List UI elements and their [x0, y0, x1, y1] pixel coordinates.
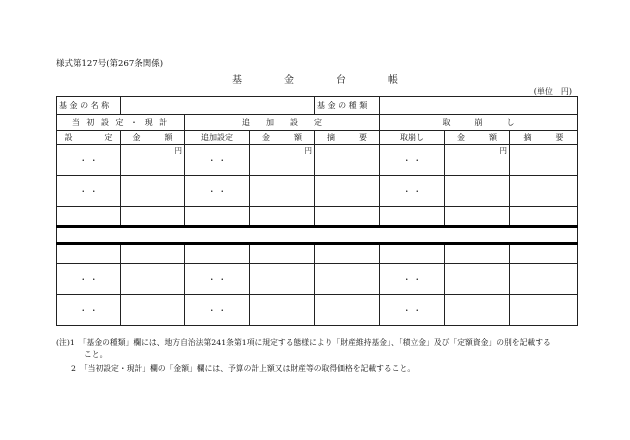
col-amount: 金 額: [445, 131, 510, 145]
date-cell[interactable]: [380, 244, 445, 264]
group-initial-current: 当 初 設 定 ・ 現 計: [57, 115, 185, 131]
summary-cell[interactable]: [315, 295, 380, 326]
summary-cell[interactable]: [510, 244, 578, 264]
fund-ledger-table: [56, 96, 578, 326]
title-char: 基: [232, 75, 242, 86]
page-break-gap: [57, 227, 578, 244]
amount-cell[interactable]: [445, 244, 510, 264]
document-title: [0, 71, 630, 86]
amount-cell[interactable]: [250, 264, 315, 295]
summary-cell[interactable]: [510, 264, 578, 295]
amount-cell[interactable]: [121, 244, 185, 264]
fund-name-field[interactable]: [121, 97, 315, 115]
date-cell[interactable]: ・ ・: [185, 145, 250, 176]
summary-cell[interactable]: [315, 176, 380, 207]
summary-cell[interactable]: [315, 145, 380, 176]
form-number: 様式第127号(第267条関係): [56, 59, 164, 69]
date-cell[interactable]: ・ ・: [380, 295, 445, 326]
date-cell[interactable]: ・ ・: [57, 295, 121, 326]
amount-cell[interactable]: [250, 176, 315, 207]
table-row: [57, 207, 578, 227]
yen-unit: 円: [304, 146, 313, 155]
fund-type-field[interactable]: [380, 97, 578, 115]
amount-cell[interactable]: [121, 207, 185, 227]
summary-cell[interactable]: [510, 176, 578, 207]
note-2: 2 「当初設定・現計」欄の「金額」欄には、予算の計上額又は財産等の取得価格を記載すること。: [71, 364, 416, 373]
date-cell[interactable]: [57, 207, 121, 227]
col-amount: 金 額: [250, 131, 315, 145]
col-amount: 金 額: [121, 131, 185, 145]
summary-cell[interactable]: [510, 207, 578, 227]
col-additional: 追加設定: [185, 131, 250, 145]
unit-label: (単位 円): [533, 87, 572, 96]
amount-cell[interactable]: [121, 264, 185, 295]
group-header-row: [57, 115, 578, 131]
summary-cell[interactable]: [510, 295, 578, 326]
col-withdrawal: 取崩し: [380, 131, 445, 145]
date-cell[interactable]: [185, 207, 250, 227]
date-cell[interactable]: ・ ・: [380, 176, 445, 207]
amount-cell[interactable]: [250, 295, 315, 326]
date-cell[interactable]: ・ ・: [57, 176, 121, 207]
table-row: [57, 264, 578, 295]
fund-type-label: 基 金 の 種 類: [315, 97, 380, 115]
col-summary: 摘 要: [510, 131, 578, 145]
date-cell[interactable]: ・ ・: [380, 264, 445, 295]
amount-cell[interactable]: [250, 145, 315, 176]
amount-cell[interactable]: [445, 264, 510, 295]
yen-unit: 円: [174, 146, 182, 155]
amount-cell[interactable]: [445, 207, 510, 227]
amount-cell[interactable]: [250, 244, 315, 264]
note-1-line-2: こと。: [84, 350, 108, 359]
title-char: 帳: [388, 75, 398, 86]
table-row: [57, 244, 578, 264]
summary-cell[interactable]: [315, 207, 380, 227]
amount-cell[interactable]: [445, 295, 510, 326]
date-cell[interactable]: ・ ・: [57, 145, 121, 176]
summary-cell[interactable]: [315, 244, 380, 264]
amount-cell[interactable]: [121, 176, 185, 207]
table-row: [57, 295, 578, 326]
title-char: 台: [336, 75, 346, 86]
date-cell[interactable]: [57, 244, 121, 264]
date-cell[interactable]: [380, 207, 445, 227]
date-cell[interactable]: [185, 244, 250, 264]
amount-cell[interactable]: [121, 145, 185, 176]
amount-cell[interactable]: [445, 145, 510, 176]
fund-name-label: 基 金 の 名 称: [57, 97, 121, 115]
table-row: [57, 145, 578, 176]
column-header-row: [57, 131, 578, 145]
title-char: 金: [284, 75, 294, 86]
page-break-separator: [57, 227, 578, 244]
summary-cell[interactable]: [315, 264, 380, 295]
col-summary: 摘 要: [315, 131, 380, 145]
table-row: [57, 176, 578, 207]
amount-cell[interactable]: [121, 295, 185, 326]
fund-info-row: [57, 97, 578, 115]
group-withdrawal: 取 崩 し: [380, 115, 578, 131]
yen-unit: 円: [499, 146, 508, 155]
col-setting: 設 定: [57, 131, 121, 145]
group-additional-setting: 追 加 設 定: [185, 115, 380, 131]
note-1-line-1: (注)1 「基金の種類」欄には、地方自治法第241条第1項に規定する態様により「財産維持基金」、「積立金」及び「定額資金」の別を記載する: [56, 338, 551, 347]
amount-cell[interactable]: [445, 176, 510, 207]
amount-cell[interactable]: [250, 207, 315, 227]
summary-cell[interactable]: [510, 145, 578, 176]
date-cell[interactable]: ・ ・: [185, 176, 250, 207]
date-cell[interactable]: ・ ・: [380, 145, 445, 176]
date-cell[interactable]: ・ ・: [57, 264, 121, 295]
date-cell[interactable]: ・ ・: [185, 295, 250, 326]
date-cell[interactable]: ・ ・: [185, 264, 250, 295]
